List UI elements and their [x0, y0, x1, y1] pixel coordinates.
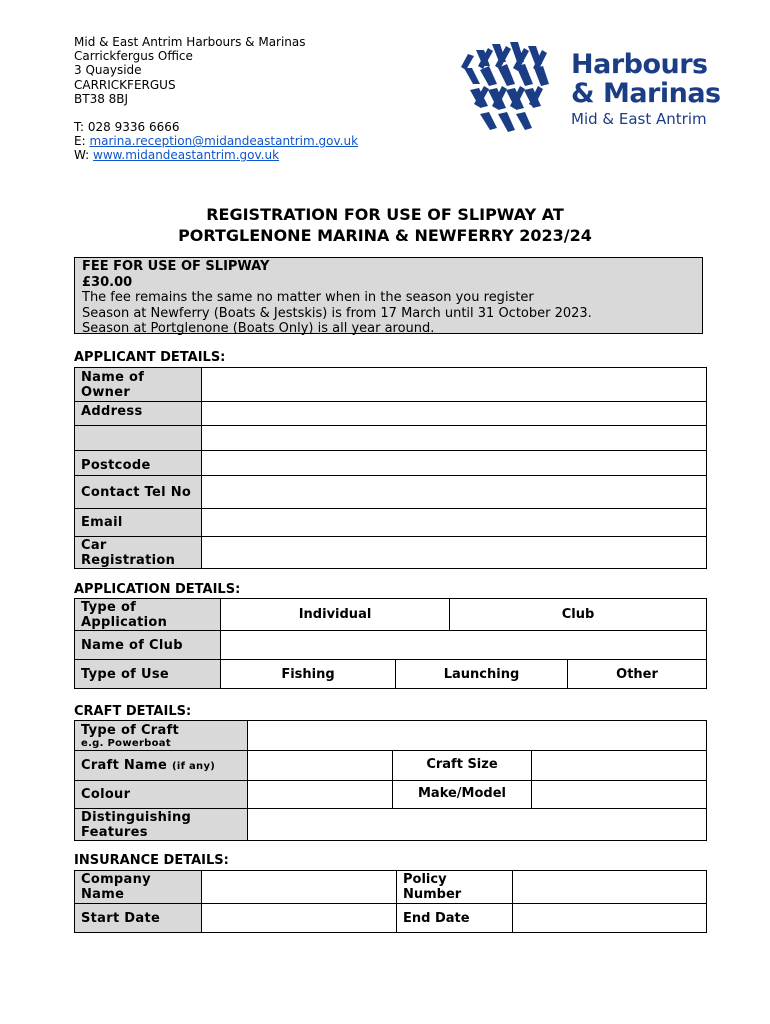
portglenone-season: Season at Portglenone (Boats Only) is all year around. [82, 321, 435, 337]
craft-type-field[interactable] [248, 721, 707, 751]
insurance-heading: INSURANCE DETAILS: [74, 853, 229, 868]
car-field[interactable] [202, 537, 707, 569]
table-row [75, 904, 707, 933]
table-row [75, 476, 707, 509]
craft-name-field[interactable] [248, 751, 393, 781]
name-owner-field[interactable] [202, 368, 707, 402]
craft-heading: CRAFT DETAILS: [74, 704, 192, 719]
office-branch: Carrickfergus Office [74, 49, 193, 64]
table-row [75, 599, 707, 631]
end-date-field[interactable] [513, 904, 707, 933]
type-application-label: Type of Application [75, 599, 221, 631]
club-name-label: Name of Club [75, 631, 221, 660]
fee-note: The fee remains the same no matter when in the season you register [82, 290, 534, 306]
fee-heading: FEE FOR USE OF SLIPWAY [82, 259, 270, 274]
fee-info-box [74, 257, 703, 337]
table-row [75, 368, 707, 402]
table-row [75, 751, 707, 781]
table-row [75, 809, 707, 841]
car-label: Car Registration [75, 537, 202, 569]
harbours-marinas-logo [458, 40, 728, 140]
craft-type-example: e.g. Powerboat [81, 737, 171, 749]
craft-type-text: Type of Craft [81, 722, 180, 738]
office-street: 3 Quayside [74, 63, 142, 78]
office-postcode: BT38 8BJ [74, 91, 129, 106]
table-row [75, 426, 707, 451]
office-tel [74, 120, 358, 134]
club-name-field[interactable] [221, 631, 707, 660]
email-field[interactable] [202, 509, 707, 537]
table-row [75, 537, 707, 569]
company-field[interactable] [202, 871, 397, 904]
applicant-heading: APPLICANT DETAILS: [74, 350, 226, 365]
web-label: W: [74, 148, 90, 163]
address-label-cont [75, 426, 202, 451]
postcode-label: Postcode [75, 451, 202, 476]
craft-size-label: Craft Size [393, 751, 532, 781]
colour-label: Colour [75, 781, 248, 809]
address-field-1[interactable] [202, 402, 707, 426]
craft-size-field[interactable] [532, 751, 707, 781]
application-heading: APPLICATION DETAILS: [74, 582, 241, 597]
insurance-table [74, 870, 707, 933]
option-launching[interactable]: Launching [396, 660, 568, 689]
craft-name-note: (if any) [171, 760, 216, 772]
table-row [75, 781, 707, 809]
website-link[interactable]: www.midandeastantrim.gov.uk [93, 148, 280, 163]
wave-mark-icon [458, 40, 563, 140]
newferry-season: Season at Newferry (Boats & Jestskis) is from 17 March until 31 October 2023. [82, 305, 592, 321]
start-date-label: Start Date [75, 904, 202, 933]
application-table [74, 598, 707, 689]
craft-table [74, 720, 707, 841]
postcode-field[interactable] [202, 451, 707, 476]
craft-name-label [75, 751, 248, 781]
make-model-field[interactable] [532, 781, 707, 809]
tel-label: T: [74, 120, 85, 135]
address-field-2[interactable] [202, 426, 707, 451]
features-label: Distinguishing Features [75, 809, 248, 841]
tel-number: 028 9336 6666 [87, 120, 180, 135]
craft-name-text: Craft Name [81, 757, 168, 773]
make-model-label: Make/Model [393, 781, 532, 809]
option-fishing[interactable]: Fishing [221, 660, 396, 689]
table-row [75, 871, 707, 904]
table-row [75, 451, 707, 476]
policy-field[interactable] [513, 871, 707, 904]
option-individual[interactable]: Individual [221, 599, 450, 631]
email-label: Email [75, 509, 202, 537]
email-label: E: [74, 134, 86, 149]
type-use-label: Type of Use [75, 660, 221, 689]
logo-line-3: Mid & East Antrim [571, 110, 707, 128]
table-row [75, 721, 707, 751]
table-row [75, 631, 707, 660]
contact-field[interactable] [202, 476, 707, 509]
policy-label: Policy Number [397, 871, 513, 904]
logo-line-1: Harbours [571, 49, 708, 80]
table-row [75, 660, 707, 689]
title-line-1: REGISTRATION FOR USE OF SLIPWAY AT [206, 205, 564, 224]
end-date-label: End Date [397, 904, 513, 933]
company-label: Company Name [75, 871, 202, 904]
spacer [74, 106, 358, 120]
title-line-2: PORTGLENONE MARINA & NEWFERRY 2023/24 [178, 226, 592, 245]
email-link[interactable]: marina.reception@midandeastantrim.gov.uk [89, 134, 359, 149]
option-club[interactable]: Club [450, 599, 707, 631]
address-label: Address [75, 402, 202, 426]
office-address [74, 35, 358, 163]
applicant-table [74, 367, 707, 569]
logo-line-2: & Marinas [571, 78, 721, 109]
start-date-field[interactable] [202, 904, 397, 933]
contact-label: Contact Tel No [75, 476, 202, 509]
features-field[interactable] [248, 809, 707, 841]
office-name: Mid & East Antrim Harbours & Marinas [74, 35, 306, 49]
office-email [74, 134, 358, 148]
office-web [74, 148, 358, 162]
table-row [75, 402, 707, 426]
office-town: CARRICKFERGUS [74, 77, 176, 92]
logo-wordmark [571, 50, 721, 128]
name-owner-label: Name of Owner [75, 368, 202, 402]
form-title [74, 204, 696, 246]
fee-amount: £30.00 [82, 274, 133, 290]
table-row [75, 509, 707, 537]
colour-field[interactable] [248, 781, 393, 809]
option-other[interactable]: Other [568, 660, 707, 689]
craft-type-label [75, 721, 248, 751]
